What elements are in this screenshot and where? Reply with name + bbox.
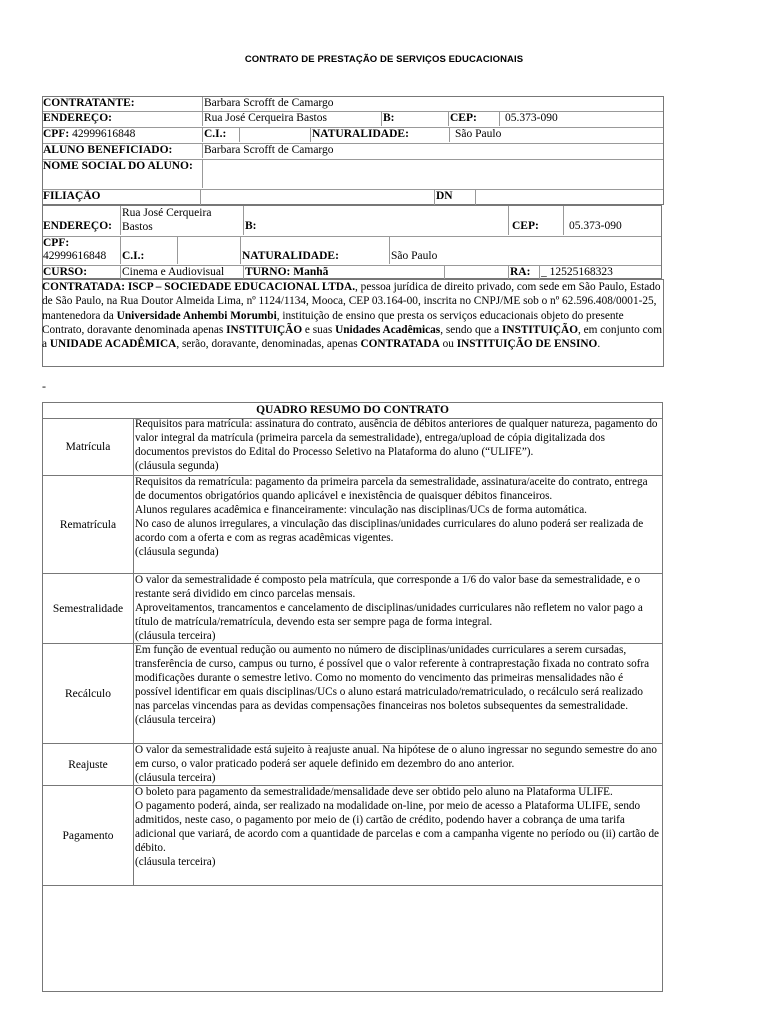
contratante-cpf-label: CPF: [43,128,70,140]
contratada-text-2: , instituição de ensino que presta os serviços educacionais objeto do presente Contrato, doravante denominada apenas [42,309,624,336]
aluno-table [42,205,662,279]
quadro-line: O pagamento poderá, ainda, ser realizado na modalidade on-line, por meio de acesso a Plataforma ULIFE, sendo admitidos, neste caso, o pagamento por meio de (i) cartão de crédito, podendo haver a cobrança de uma tarifa adicional que variará, de acordo com a quantidade de parcelas e com a campanha vigente no período ou (ii) cartão de débito. [135,799,660,854]
quadro-line: Requisitos da rematrícula: pagamento da primeira parcela da semestralidade, assinatura/aceite do contrato, entrega de documentos obrigatórios quando aplicável e inexistência de quaisquer débitos financeiros. [135,476,648,502]
quadro-row-reajuste [43,744,662,786]
contratada-unidades: Unidades Acadêmicas [335,323,441,336]
quadro-line: (cláusula segunda) [135,545,219,558]
turno-extra [446,266,509,279]
aluno-cpf-label: CPF: [43,237,70,249]
quadro-row-label: Rematrícula [43,476,134,573]
filiacao-value [203,190,435,205]
quadro-line: (cláusula terceira) [135,713,216,726]
contratada-instituicao: INSTITUIÇÃO [226,323,303,336]
contratada-text-3: e suas [302,323,336,336]
contratada-text-1: , pessoa jurídica de direito privado, com sede em São Paulo, Estado de São Paulo, na Rua Doutor Almeida Lima, nº 1124/1134, Mooca, CEP 03.164-00, inscrita no CNPJ/ME sob o nº 62.596.408/0001-25, mantenedora da [42,281,661,322]
ra-value: _ 12525168323 [541,266,613,278]
quadro-line: Aproveitamentos, trancamentos e cancelamento de disciplinas/unidades curriculares não refletem no valor pago a título de matrícula/rematrícula, devendo esta ser sempre paga de forma integral. [135,601,643,628]
quadro-row-pagamento [43,786,662,886]
quadro-line: (cláusula terceira) [135,771,216,784]
curso-value: Cinema e Audiovisual [122,266,244,279]
contratada-instituicao-2: INSTITUIÇÃO [502,323,578,336]
contratada-text-4: , sendo que a [440,323,503,336]
aluno-ci-value [179,237,241,264]
quadro-row-text [135,418,660,474]
quadro-row-label: Pagamento [43,786,134,885]
aluno-beneficiado-label: ALUNO BENEFICIADO: [43,144,203,158]
aluno-endereco: Rua José Cerqueira Bastos [122,206,244,235]
nome-social-label: NOME SOCIAL DO ALUNO: [43,160,203,188]
quadro-resumo-table [42,402,663,992]
quadro-row-text [135,644,660,727]
aluno-cep-label: CEP: [512,206,564,235]
contratante-ci-value [241,128,311,142]
document-title: CONTRATO DE PRESTAÇÃO DE SERVIÇOS EDUCACIONAIS [244,54,524,65]
aluno-naturalidade-label: NATURALIDADE: [242,237,390,264]
quadro-row-matricula [43,418,662,476]
contratante-endereco-label: ENDEREÇO: [43,112,203,126]
turno-label: TURNO: Manhã [245,266,445,279]
contratante-table [42,96,664,205]
contratante-cep-label: CEP: [450,112,500,126]
quadro-row-label: Reajuste [43,744,134,785]
filiacao-label: FILIAÇÃO [43,190,201,205]
contratada-university: Universidade Anhembi Morumbi [116,309,277,322]
quadro-row-label: Recálculo [43,644,134,743]
quadro-line: (cláusula terceira) [135,629,216,642]
contratante-b-label: B: [383,112,449,126]
quadro-row-label: Semestralidade [43,574,134,643]
quadro-line: Requisitos para matrícula: assinatura do contrato, ausência de débitos anteriores de qualquer natureza, pagamento do valor integral da matrícula (primeira parcela da semestralidade), entrega/upload de cópia digitalizada dos documentos previstos do Edital do Processo Seletivo na Plataforma do aluno (“ULIFE”). [135,418,658,458]
contratante-cpf [43,128,203,142]
contratada-text-8: . [597,338,601,351]
contratante-cpf-value: 42999616848 [72,128,136,140]
ra-label: RA: [510,266,540,279]
contratante-endereco: Rua José Cerqueira Bastos [204,112,382,126]
contratada-text-5: , em conjunto com a [42,323,663,351]
quadro-row-text [135,744,660,786]
contratante-name: Barbara Scrofft de Camargo [204,97,334,109]
aluno-ci-label: C.I.: [122,237,178,264]
contratada-text-7: ou [439,338,457,351]
quadro-line: Em função de eventual redução ou aumento no número de disciplinas/unidades curriculares a serem cursadas, transferência de curso, campus ou turno, é possível que o valor referente à contraprestação fixada no contrato sofra modificações durante o semestre letivo. Como no momento do vencimento das primeiras mensalidades não é possível identificar em quais disciplinas/UCs o aluno estará matriculado/rematriculado, o recálculo será realizado nas parcelas vincendas para as devidas compensações financeiras nos boletos subsequentes da semestralidade. [135,644,650,712]
quadro-row-semestralidade [43,574,662,644]
aluno-naturalidade: São Paulo [391,250,438,262]
nome-social-value [204,160,664,188]
quadro-line: (cláusula terceira) [135,855,216,868]
contratante-label: CONTRATANTE: [43,97,203,111]
contratante-ci-label: C.I.: [204,128,240,142]
quadro-row-label: Matrícula [43,418,134,475]
quadro-line: O boleto para pagamento da semestralidade/mensalidade deve ser obtido pelo aluno na Plataforma ULIFE. [135,786,613,798]
aluno-cpf-value: 42999616848 [43,250,107,262]
quadro-line: (cláusula segunda) [135,459,219,472]
quadro-line: Alunos regulares acadêmica e financeiramente: vinculação nas disciplinas/UCs de forma automática. [135,503,587,516]
quadro-row-recalculo [43,644,662,744]
dn-label: DN [436,190,476,205]
contratante-naturalidade: São Paulo [455,128,502,140]
contratante-naturalidade-label: NATURALIDADE: [312,128,450,142]
quadro-title: QUADRO RESUMO DO CONTRATO [43,403,662,419]
quadro-line: O valor da semestralidade está sujeito à reajuste anual. Na hipótese de o aluno ingressar no segundo semestre do ano em curso, o valor praticado poderá ser aquele definido em dezembro do ano anterior. [135,744,657,770]
aluno-b-label: B: [245,206,509,235]
contratante-cep: 05.373-090 [505,112,558,124]
quadro-line: O valor da semestralidade é composto pela matrícula, que corresponde a 1/6 do valor base da semestralidade, e o restante será dividido em cinco parcelas mensais. [135,574,641,600]
curso-label: CURSO: [43,266,121,279]
dn-value [477,190,664,205]
separator-dash: - [42,379,46,393]
contratada-paragraph [42,280,664,351]
quadro-line: No caso de alunos irregulares, a vinculação das disciplinas/unidades curriculares do aluno poderá ser realizada de acordo com a oferta e com as regras acadêmicas vigentes. [135,517,644,544]
quadro-row-text [135,476,660,559]
aluno-endereco-label: ENDEREÇO: [43,206,121,235]
aluno-cep: 05.373-090 [569,220,622,232]
aluno-beneficiado: Barbara Scrofft de Camargo [204,144,334,156]
contratada-label: CONTRATADA: ISCP – SOCIEDADE EDUCACIONAL LTDA. [42,281,356,293]
contratada-text-6: , serão, doravante, denominadas, apenas [176,338,361,351]
contratada-unidade-academica: UNIDADE ACADÊMICA [49,338,177,351]
contratada-contratada: CONTRATADA [360,338,440,351]
aluno-cpf [43,237,121,264]
quadro-row-rematricula [43,476,662,574]
quadro-row-text [135,574,660,644]
contratada-instituicao-ensino: INSTITUIÇÃO DE ENSINO [456,338,598,351]
quadro-row-text [135,786,660,869]
